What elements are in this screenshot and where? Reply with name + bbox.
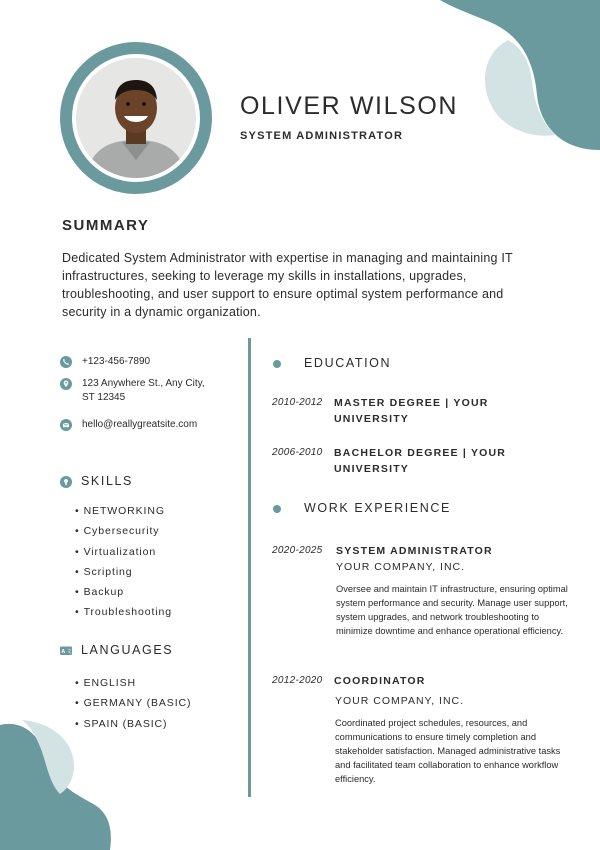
work-company: YOUR COMPANY, INC. bbox=[335, 695, 465, 707]
contact-phone bbox=[60, 355, 150, 369]
svg-text:A: A bbox=[61, 649, 66, 655]
skills-heading: SKILLS bbox=[60, 474, 133, 488]
skill-item: • Scripting bbox=[75, 565, 172, 585]
language-item: • ENGLISH bbox=[75, 676, 191, 696]
skill-item: • Cybersecurity bbox=[75, 524, 172, 544]
person-name: OLIVER WILSON bbox=[240, 92, 459, 120]
address-line-2: ST 12345 bbox=[82, 392, 126, 403]
email-link[interactable]: hello@reallygreatsite.com bbox=[82, 419, 198, 430]
contact-email bbox=[60, 418, 197, 432]
decorative-blob-bottom bbox=[0, 720, 120, 850]
work-years: 2020-2025 bbox=[272, 545, 323, 556]
work-description: Coordinated project schedules, resources, and communications to ensure timely completion and stakeholder satisfaction. Managed administrative tasks and facilitated team collaboration to enhance workflow efficiency. bbox=[335, 718, 561, 784]
language-item: • GERMANY (BASIC) bbox=[75, 696, 191, 716]
work-role: COORDINATOR bbox=[334, 675, 426, 687]
education-heading: EDUCATION bbox=[304, 356, 392, 370]
mail-icon bbox=[60, 419, 72, 431]
contact-address bbox=[60, 377, 205, 405]
skill-item: • Virtualization bbox=[75, 545, 172, 565]
location-pin-icon bbox=[60, 378, 72, 390]
work-bullet-dot bbox=[273, 505, 281, 513]
summary-heading: SUMMARY bbox=[62, 217, 150, 234]
summary-text: Dedicated System Administrator with expertise in managing and maintaining IT infrastructures, seeking to leverage my skills in installations, upgrades, troubleshooting, and user support to ensure optimal system performance and security in a dynamic organization. bbox=[62, 251, 513, 319]
address-line-1: 123 Anywhere St., Any City, bbox=[82, 378, 205, 389]
language-item: • SPAIN (BASIC) bbox=[75, 717, 191, 737]
decorative-blob-top bbox=[440, 0, 600, 150]
svg-text:文: 文 bbox=[66, 649, 72, 655]
education-bullet-dot bbox=[273, 360, 281, 368]
job-title: SYSTEM ADMINISTRATOR bbox=[240, 130, 404, 142]
work-role: SYSTEM ADMINISTRATOR bbox=[336, 545, 493, 557]
phone-text: +123-456-7890 bbox=[82, 356, 151, 367]
skill-item: • Backup bbox=[75, 585, 172, 605]
work-company: YOUR COMPANY, INC. bbox=[336, 561, 466, 573]
phone-icon bbox=[60, 356, 72, 368]
skill-item: • NETWORKING bbox=[75, 504, 172, 524]
languages-list bbox=[75, 676, 191, 737]
education-years: 2006-2010 bbox=[272, 447, 323, 458]
education-degree: MASTER DEGREE | YOUR UNIVERSITY bbox=[334, 397, 489, 425]
lightbulb-icon bbox=[60, 475, 72, 487]
column-divider bbox=[248, 338, 251, 797]
work-years: 2012-2020 bbox=[272, 675, 323, 686]
languages-heading: A 文 LANGUAGES bbox=[61, 643, 174, 657]
profile-photo bbox=[76, 58, 196, 178]
profile-photo-frame bbox=[60, 42, 212, 194]
translate-icon bbox=[60, 644, 72, 656]
education-degree: BACHELOR DEGREE | YOUR UNIVERSITY bbox=[334, 447, 507, 475]
work-experience-heading: WORK EXPERIENCE bbox=[304, 501, 451, 515]
skills-list bbox=[75, 504, 172, 626]
education-years: 2010-2012 bbox=[272, 397, 323, 408]
skill-item: • Troubleshooting bbox=[75, 605, 172, 625]
work-description: Oversee and maintain IT infrastructure, ensuring optimal system performance and security. Manage user support, system upgrades, and network troubleshooting to minimize downtime and enhance operational efficiency. bbox=[336, 584, 568, 636]
